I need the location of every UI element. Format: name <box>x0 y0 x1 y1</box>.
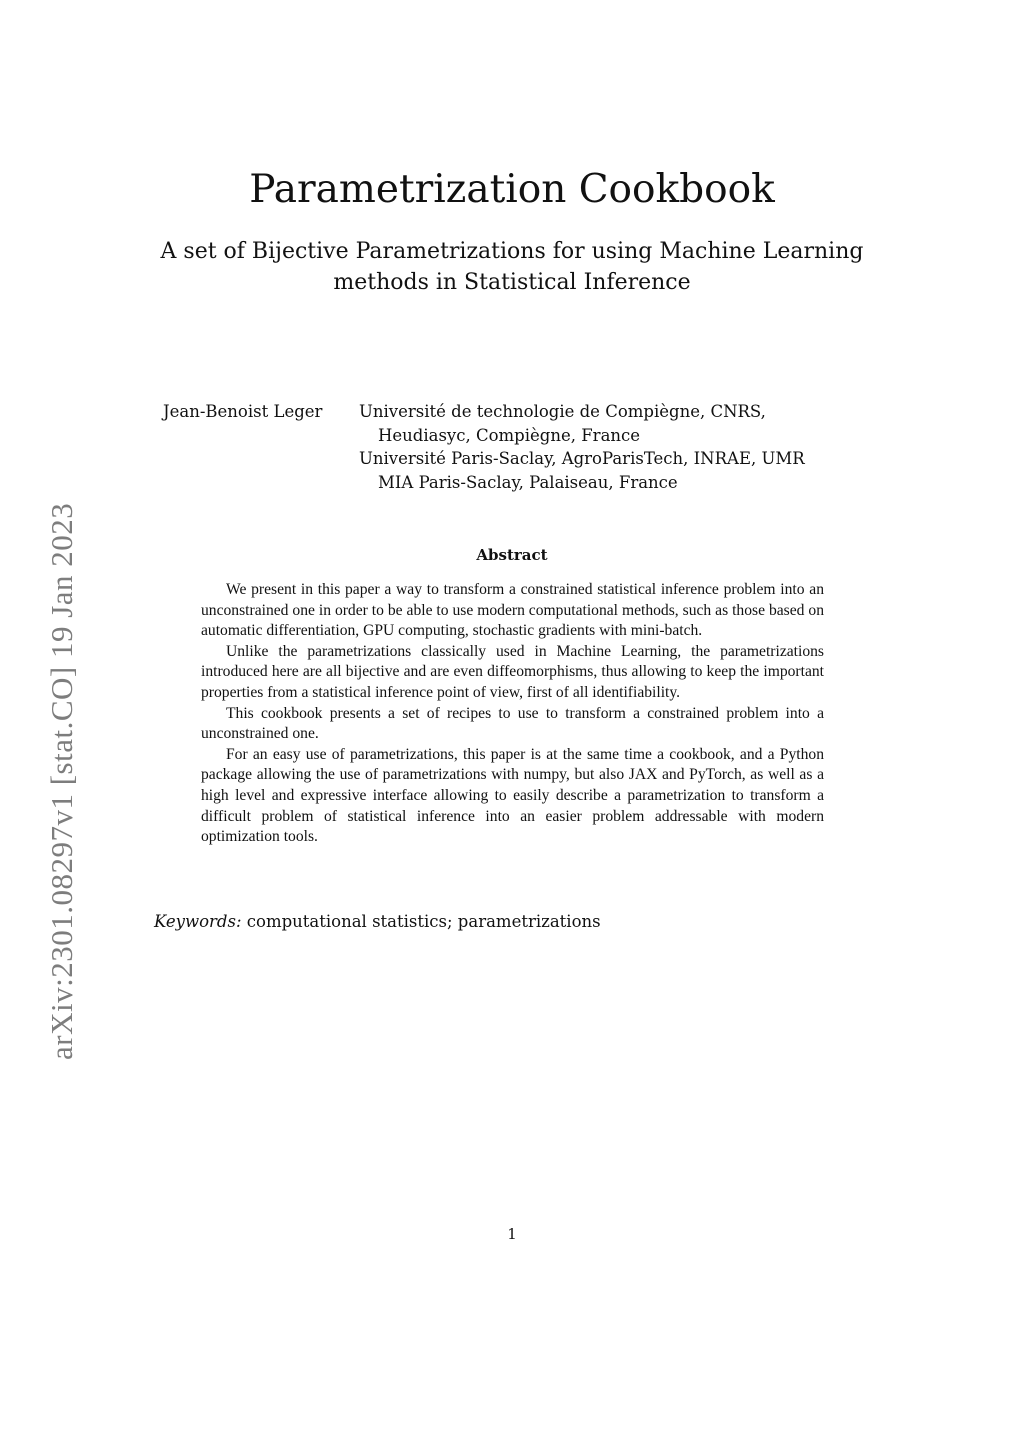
abstract-paragraph: We present in this paper a way to transform a constrained statistical inference problem into an unconstrained one in order to be able to use modern computational methods, such as those based on automatic differentiation, GPU computing, stochastic gradients with mini-batch. <box>201 581 824 640</box>
abstract-paragraph: Unlike the parametrizations classically used in Machine Learning, the parametrizations introduced here are all bijective and are even diffeomorphisms, thus allowing to keep the important properties from a statistical inference point of view, first of all identifiability. <box>201 642 824 701</box>
abstract-heading: Abstract <box>476 546 548 564</box>
abstract-paragraph: For an easy use of parametrizations, this paper is at the same time a cookbook, and a Python package allowing the use of parametrizations with numpy, but also JAX and PyTorch, as well as a high level and expressive interface allowing to easily describe a parametrization to transform a difficult problem of statistical inference into an easier problem addressable with modern optimization tools. <box>201 745 824 846</box>
keywords <box>154 911 601 933</box>
author-affiliations <box>359 400 839 494</box>
affiliation: Université de technologie de Compiègne, CNRS, Heudiasyc, Compiègne, France <box>359 402 766 445</box>
paper-subtitle: A set of Bijective Parametrizations for using Machine Learning methods in Statistical Inference <box>160 239 864 295</box>
author-name: Jean-Benoist Leger <box>163 402 323 421</box>
keywords-text: computational statistics; parametrizations <box>246 912 601 931</box>
page-number: 1 <box>507 1225 517 1243</box>
abstract-body <box>201 580 824 848</box>
affiliation: Université Paris-Saclay, AgroParisTech, INRAE, UMR MIA Paris-Saclay, Palaiseau, France <box>359 449 805 492</box>
arxiv-identifier-stamp: arXiv:2301.08297v1 [stat.CO] 19 Jan 2023 <box>44 502 79 1060</box>
paper-title: Parametrization Cookbook <box>249 167 775 212</box>
keywords-label: Keywords: <box>154 912 242 931</box>
abstract-paragraph: This cookbook presents a set of recipes to use to transform a constrained problem into a unconstrained one. <box>201 704 824 743</box>
